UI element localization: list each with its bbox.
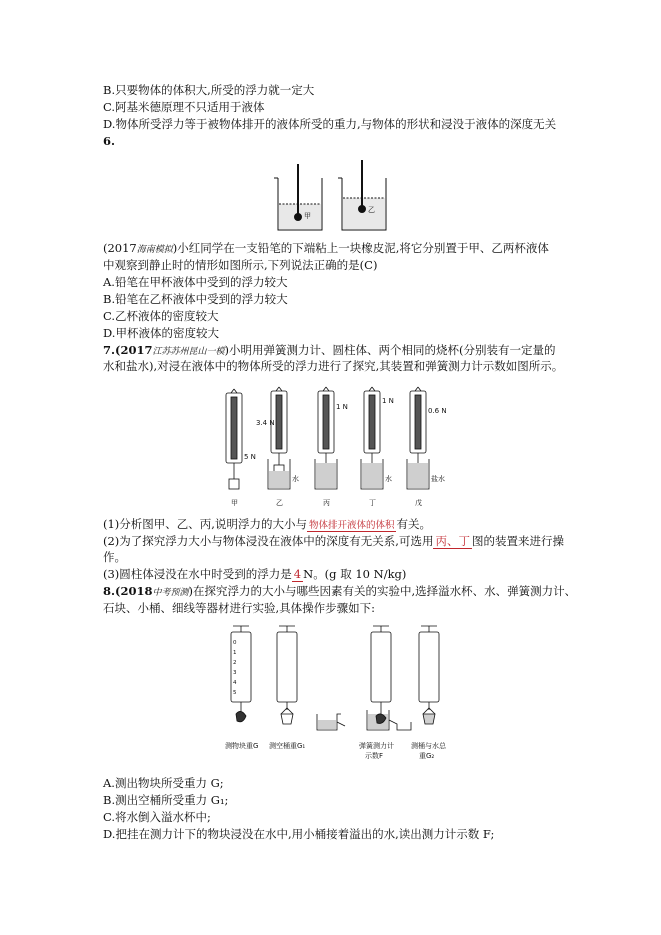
caption-ding: 丁 [369,499,376,507]
reading-yi: 3.4 N [256,419,275,427]
q7-part-2-cont: 作。 [103,550,126,564]
q7-stem-2: 水和盐水),对浸在液体中的物体所受的浮力进行了探究,其装置和弹簧测力计示数如图所示。 [103,359,564,373]
caption-wu: 戊 [415,499,422,507]
q6-option-c: C.乙杯液体的密度较大 [103,309,219,323]
scale-2: 2 [233,660,237,666]
reading-wu: 0.6 N [428,407,447,415]
q6-option-a: A.铅笔在甲杯液体中受到的浮力较大 [103,275,288,289]
label-yi: 乙 [368,206,375,214]
q8-step-b: B.测出空桶所受重力 G₁; [103,793,229,807]
caption-g: 测物块重G [225,742,259,750]
q8-step-d: D.把挂在测力计下的物块浸没在水中,用小桶接着溢出的水,读出测力计示数 F; [103,827,495,841]
caption-g1: 测空桶重G₁ [269,742,306,750]
q8-figure [225,622,455,772]
scale-3: 3 [233,670,237,676]
reading-ding: 1 N [382,397,394,405]
liquid-yi: 水 [292,475,299,483]
caption-f-1: 弹簧测力计 [359,742,394,750]
q7-stem-1: 7.(2017江苏苏州昆山一模)小明用弹簧测力计、圆柱体、两个相同的烧杯(分别装有一定量的 [103,343,556,357]
option-c: C.阿基米德原理不只适用于液体 [103,100,265,114]
q6-option-d: D.甲杯液体的密度较大 [103,326,219,340]
caption-yi: 乙 [276,499,283,507]
scale-0: 0 [233,640,237,646]
q8-step-c: C.将水倒入溢水杯中; [103,810,211,824]
scale-5: 5 [233,690,237,696]
caption-g2-1: 测桶与水总 [411,742,446,750]
liquid-wu: 盐水 [431,475,445,483]
q6-figure [270,158,390,236]
q6-stem-2: 中观察到静止时的情形如图所示,下列说法正确的是(C) [103,258,378,272]
option-b: B.只要物体的体积大,所受的浮力就一定大 [103,83,315,97]
caption-jia: 甲 [231,499,238,507]
q7-part-1: (1)分析图甲、乙、丙,说明浮力的大小与 物体排开液体的体积 有关。 [103,517,431,531]
reading-jia: 5 N [244,453,256,461]
q6-option-b: B.铅笔在乙杯液体中受到的浮力较大 [103,292,288,306]
q7-figure [212,383,467,513]
option-d: D.物体所受浮力等于被物体排开的液体所受的重力,与物体的形状和浸没于液体的深度无关 [103,117,557,131]
q8-stem-1: 8.(2018中考预测)在探究浮力的大小与哪些因素有关的实验中,选择溢水杯、水、弹簧测力计、 [103,584,577,598]
q7-part-2: (2)为了探究浮力大小与物体浸没在液体中的深度有无关系,可选用 丙、丁 图的装置来进行操 [103,534,564,548]
q6-stem-1: (2017海南模拟)小红同学在一支铅笔的下端粘上一块橡皮泥,将它分别置于甲、乙两杯液体 [103,241,549,255]
q8-stem-2: 石块、小桶、细线等器材进行实验,具体操作步骤如下: [103,601,376,615]
scale-4: 4 [233,680,237,686]
scale-1: 1 [233,650,237,656]
reading-bing: 1 N [336,403,348,411]
q8-step-a: A.测出物块所受重力 G; [103,776,224,790]
q6-number: 6. [103,134,116,148]
label-jia: 甲 [304,212,311,220]
caption-g2-2: 重G₂ [419,752,435,760]
liquid-ding: 水 [385,475,392,483]
q7-part-3: (3)圆柱体浸没在水中时受到的浮力是 4 N。(g 取 10 N/kg) [103,567,407,581]
caption-bing: 丙 [323,499,330,507]
caption-f-2: 示数F [365,752,384,760]
